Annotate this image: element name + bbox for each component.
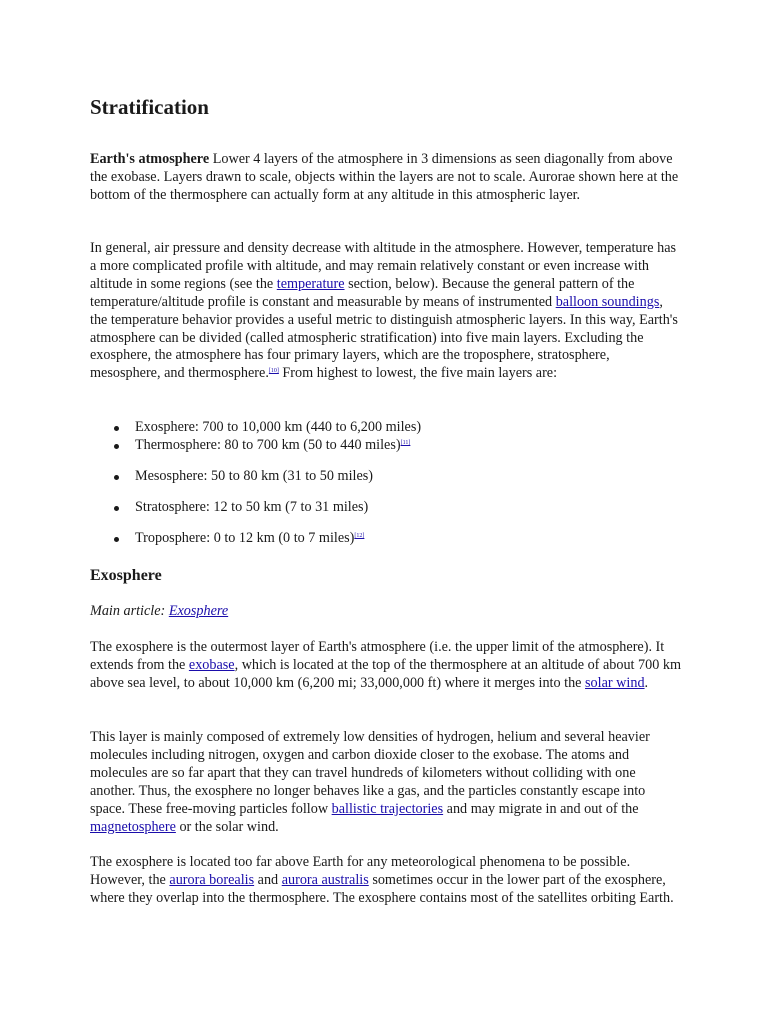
magnetosphere-link[interactable]: magnetosphere — [90, 818, 176, 835]
list-item-mesosphere: Mesosphere: 50 to 80 km (31 to 50 miles) — [90, 468, 373, 486]
temperature-link[interactable]: temperature — [276, 275, 345, 292]
list-item-troposphere: Troposphere: 0 to 12 km (0 to 7 miles)[12] — [90, 530, 364, 548]
intro-text: Lower 4 layers of the atmosphere in 3 dimensions as seen diagonally from above the exobase. Layers drawn to scale, objects within the layers are not to scale. Aurorae shown here at the bottom of the thermosphere can actually form at any altitude in this atmospheric layer. — [90, 151, 679, 203]
overview-text-2: section, below). Because the general pattern of the temperature/altitude profile is constant and measurable by means of instrumented — [90, 275, 635, 310]
list-item-stratosphere: Stratosphere: 12 to 50 km (7 to 31 miles) — [90, 499, 368, 517]
reference-12-link[interactable]: [12] — [354, 533, 365, 539]
main-article-note — [90, 603, 228, 621]
intro-bold-term: Earth's atmosphere — [90, 151, 210, 167]
intro-paragraph — [90, 151, 682, 205]
exosphere-main-article-link[interactable]: Exosphere — [168, 603, 229, 619]
list-item-thermosphere: Thermosphere: 80 to 700 km (50 to 440 miles)[11] — [90, 437, 410, 455]
page-title: Stratification — [90, 95, 209, 119]
exosphere-paragraph-2: This layer is mainly composed of extremely low densities of hydrogen, helium and several heavier molecules including nitrogen, oxygen and carbon dioxide closer to the exobase. The atoms and molecules are so far apart that they can travel hundreds of kilometers without colliding with one another. Thus, the exosphere no longer behaves like a gas, and the particles constantly escape into space. These free-moving particles follow ballistic trajectories and may migrate in and out of the magnetosphere or the solar wind. — [90, 729, 650, 835]
main-article-label: Main article: — [90, 603, 169, 619]
exosphere-paragraph-3: The exosphere is located too far above Earth for any meteorological phenomena to be possible. However, the aurora borealis and aurora australis sometimes occur in the lower part of the exosphere, where they overlap into the thermosphere. The exosphere contains most of the satellites orbiting Earth. — [90, 854, 674, 906]
reference-10-link[interactable]: [10] — [268, 368, 279, 375]
layers-overview-paragraph — [90, 240, 682, 383]
overview-text-1: In general, air pressure and density decrease with altitude in the atmosphere. However, temperature has a more complicated profile with altitude, and may remain relatively constant or even increase with altitude in some regions (see the — [90, 240, 677, 292]
solar-wind-link[interactable]: solar wind — [585, 674, 645, 691]
list-item-exosphere: Exosphere: 700 to 10,000 km (440 to 6,200 miles) — [90, 419, 421, 437]
aurora-borealis-link[interactable]: aurora borealis — [169, 871, 255, 888]
exosphere-heading: Exosphere — [90, 567, 162, 584]
exosphere-paragraph-1: The exosphere is the outermost layer of Earth's atmosphere (i.e. the upper limit of the atmosphere). It extends from the exobase, which is located at the top of the thermosphere at an altitude of about 700 km above sea level, to about 10,000 km (6,200 mi; 33,000,000 ft) where it merges into the solar wind. — [90, 639, 681, 691]
overview-text-3: , the temperature behavior provides a useful metric to distinguish atmospheric layers. In this way, Earth's atmosphere can be divided (called atmospheric stratification) into five main layers. Excluding the exosphere, the atmosphere has four primary layers, which are the troposphere, stratosphere, mesosphere, and thermosphere. — [90, 293, 678, 382]
aurora-australis-link[interactable]: aurora australis — [281, 871, 369, 888]
ballistic-trajectories-link[interactable]: ballistic trajectories — [331, 800, 444, 817]
balloon-soundings-link[interactable]: balloon soundings — [555, 293, 660, 310]
reference-11-link[interactable]: [11] — [400, 440, 411, 446]
overview-text-4: From highest to lowest, the five main layers are: — [278, 365, 558, 382]
exobase-link[interactable]: exobase — [188, 656, 235, 673]
